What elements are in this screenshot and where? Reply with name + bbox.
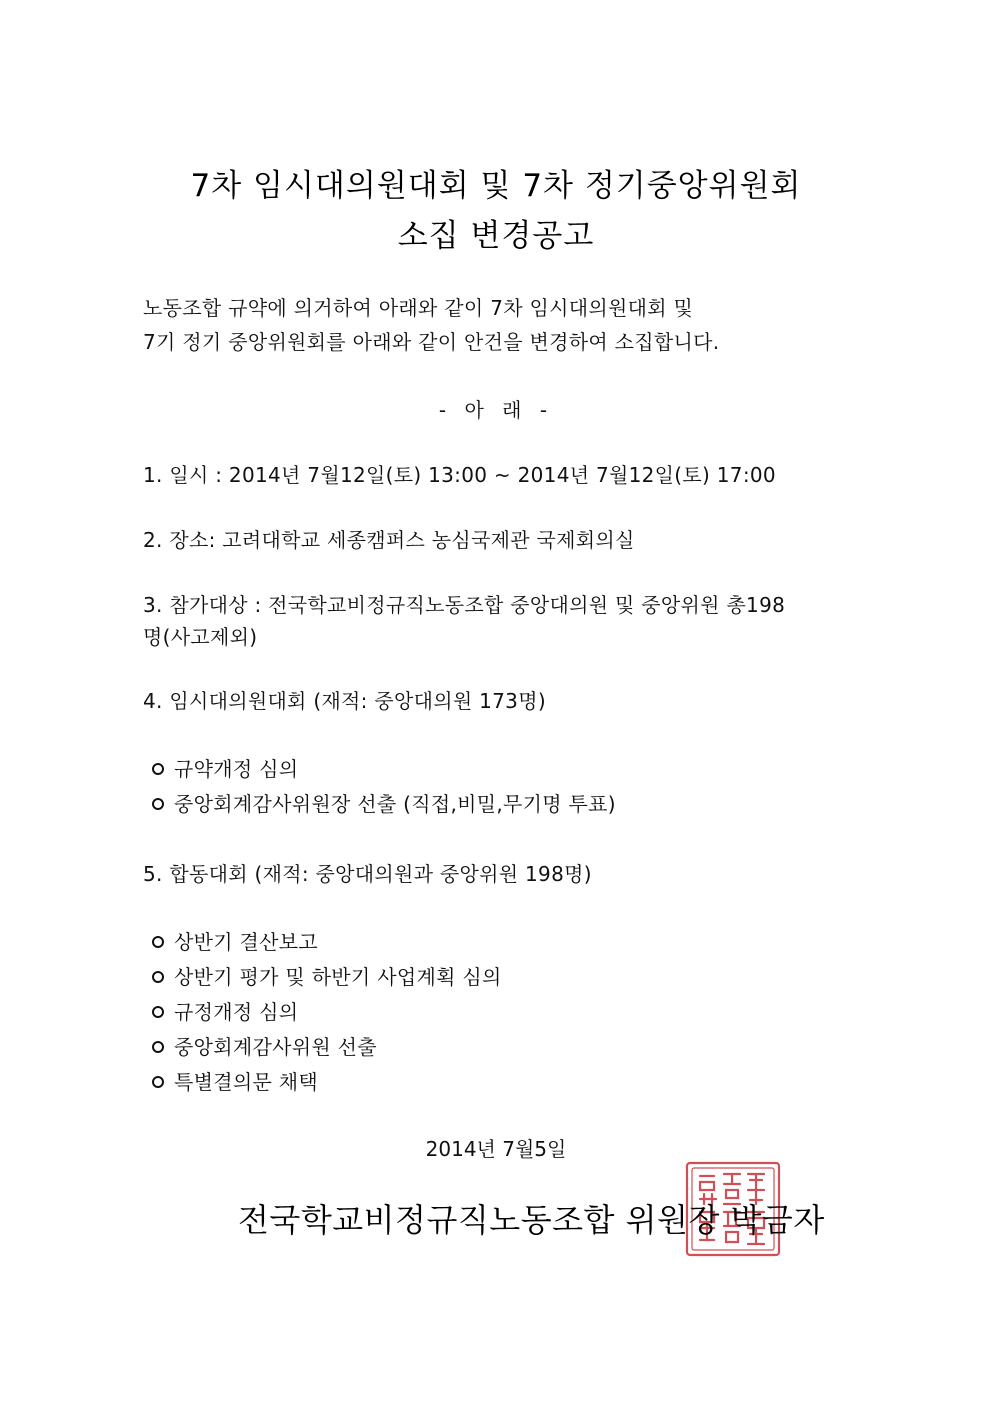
circle-bullet-icon	[152, 798, 164, 810]
intro-line-1: 노동조합 규약에 의거하여 아래와 같이 7차 임시대의원대회 및	[143, 296, 694, 320]
circle-bullet-icon	[152, 936, 164, 948]
list-item	[152, 1066, 318, 1095]
item-extraordinary-convention: 4. 임시대의원대회 (재적: 중앙대의원 173명)	[143, 689, 546, 713]
list-item-label: 상반기 결산보고	[174, 930, 318, 954]
intro-line-2: 7기 정기 중앙위원회를 아래와 같이 안건을 변경하여 소집합니다.	[143, 330, 720, 354]
notice-title-line-2: 소집 변경공고	[397, 218, 595, 254]
item-joint-convention: 5. 합동대회 (재적: 중앙대의원과 중앙위원 198명)	[143, 862, 592, 886]
list-item	[152, 788, 616, 817]
item-location: 2. 장소: 고려대학교 세종캠퍼스 농심국제관 국제회의실	[143, 528, 635, 552]
circle-bullet-icon	[152, 971, 164, 983]
list-item	[152, 1031, 377, 1060]
item-schedule: 1. 일시 : 2014년 7월12일(토) 13:00 ~ 2014년 7월12일(토) 17:00	[143, 463, 776, 487]
circle-bullet-icon	[152, 1076, 164, 1088]
list-item	[152, 926, 318, 955]
list-item	[152, 996, 298, 1025]
notice-title-line-1: 7차 임시대의원대회 및 7차 정기중앙위원회	[190, 168, 802, 204]
notice-date: 2014년 7월5일	[425, 1137, 567, 1161]
list-item	[152, 961, 502, 990]
circle-bullet-icon	[152, 1041, 164, 1053]
signature-line: 전국학교비정규직노동조합 위원장 박금자	[238, 1201, 825, 1239]
list-item-label: 특별결의문 채택	[174, 1070, 318, 1094]
list-item-label: 중앙회계감사위원 선출	[174, 1035, 377, 1059]
circle-bullet-icon	[152, 763, 164, 775]
item-participants-line-1: 3. 참가대상 : 전국학교비정규직노동조합 중앙대의원 및 중앙위원 총198	[143, 593, 786, 617]
list-item-label: 상반기 평가 및 하반기 사업계획 심의	[174, 965, 502, 989]
item-participants-line-2: 명(사고제외)	[143, 625, 258, 649]
circle-bullet-icon	[152, 1006, 164, 1018]
list-item-label: 규정개정 심의	[174, 1000, 299, 1024]
list-item-label: 규약개정 심의	[174, 757, 299, 781]
list-item	[152, 753, 298, 782]
section-divider-ahrae: - 아 래 -	[438, 398, 554, 422]
list-item-label: 중앙회계감사위원장 선출 (직접,비밀,무기명 투표)	[174, 792, 616, 816]
